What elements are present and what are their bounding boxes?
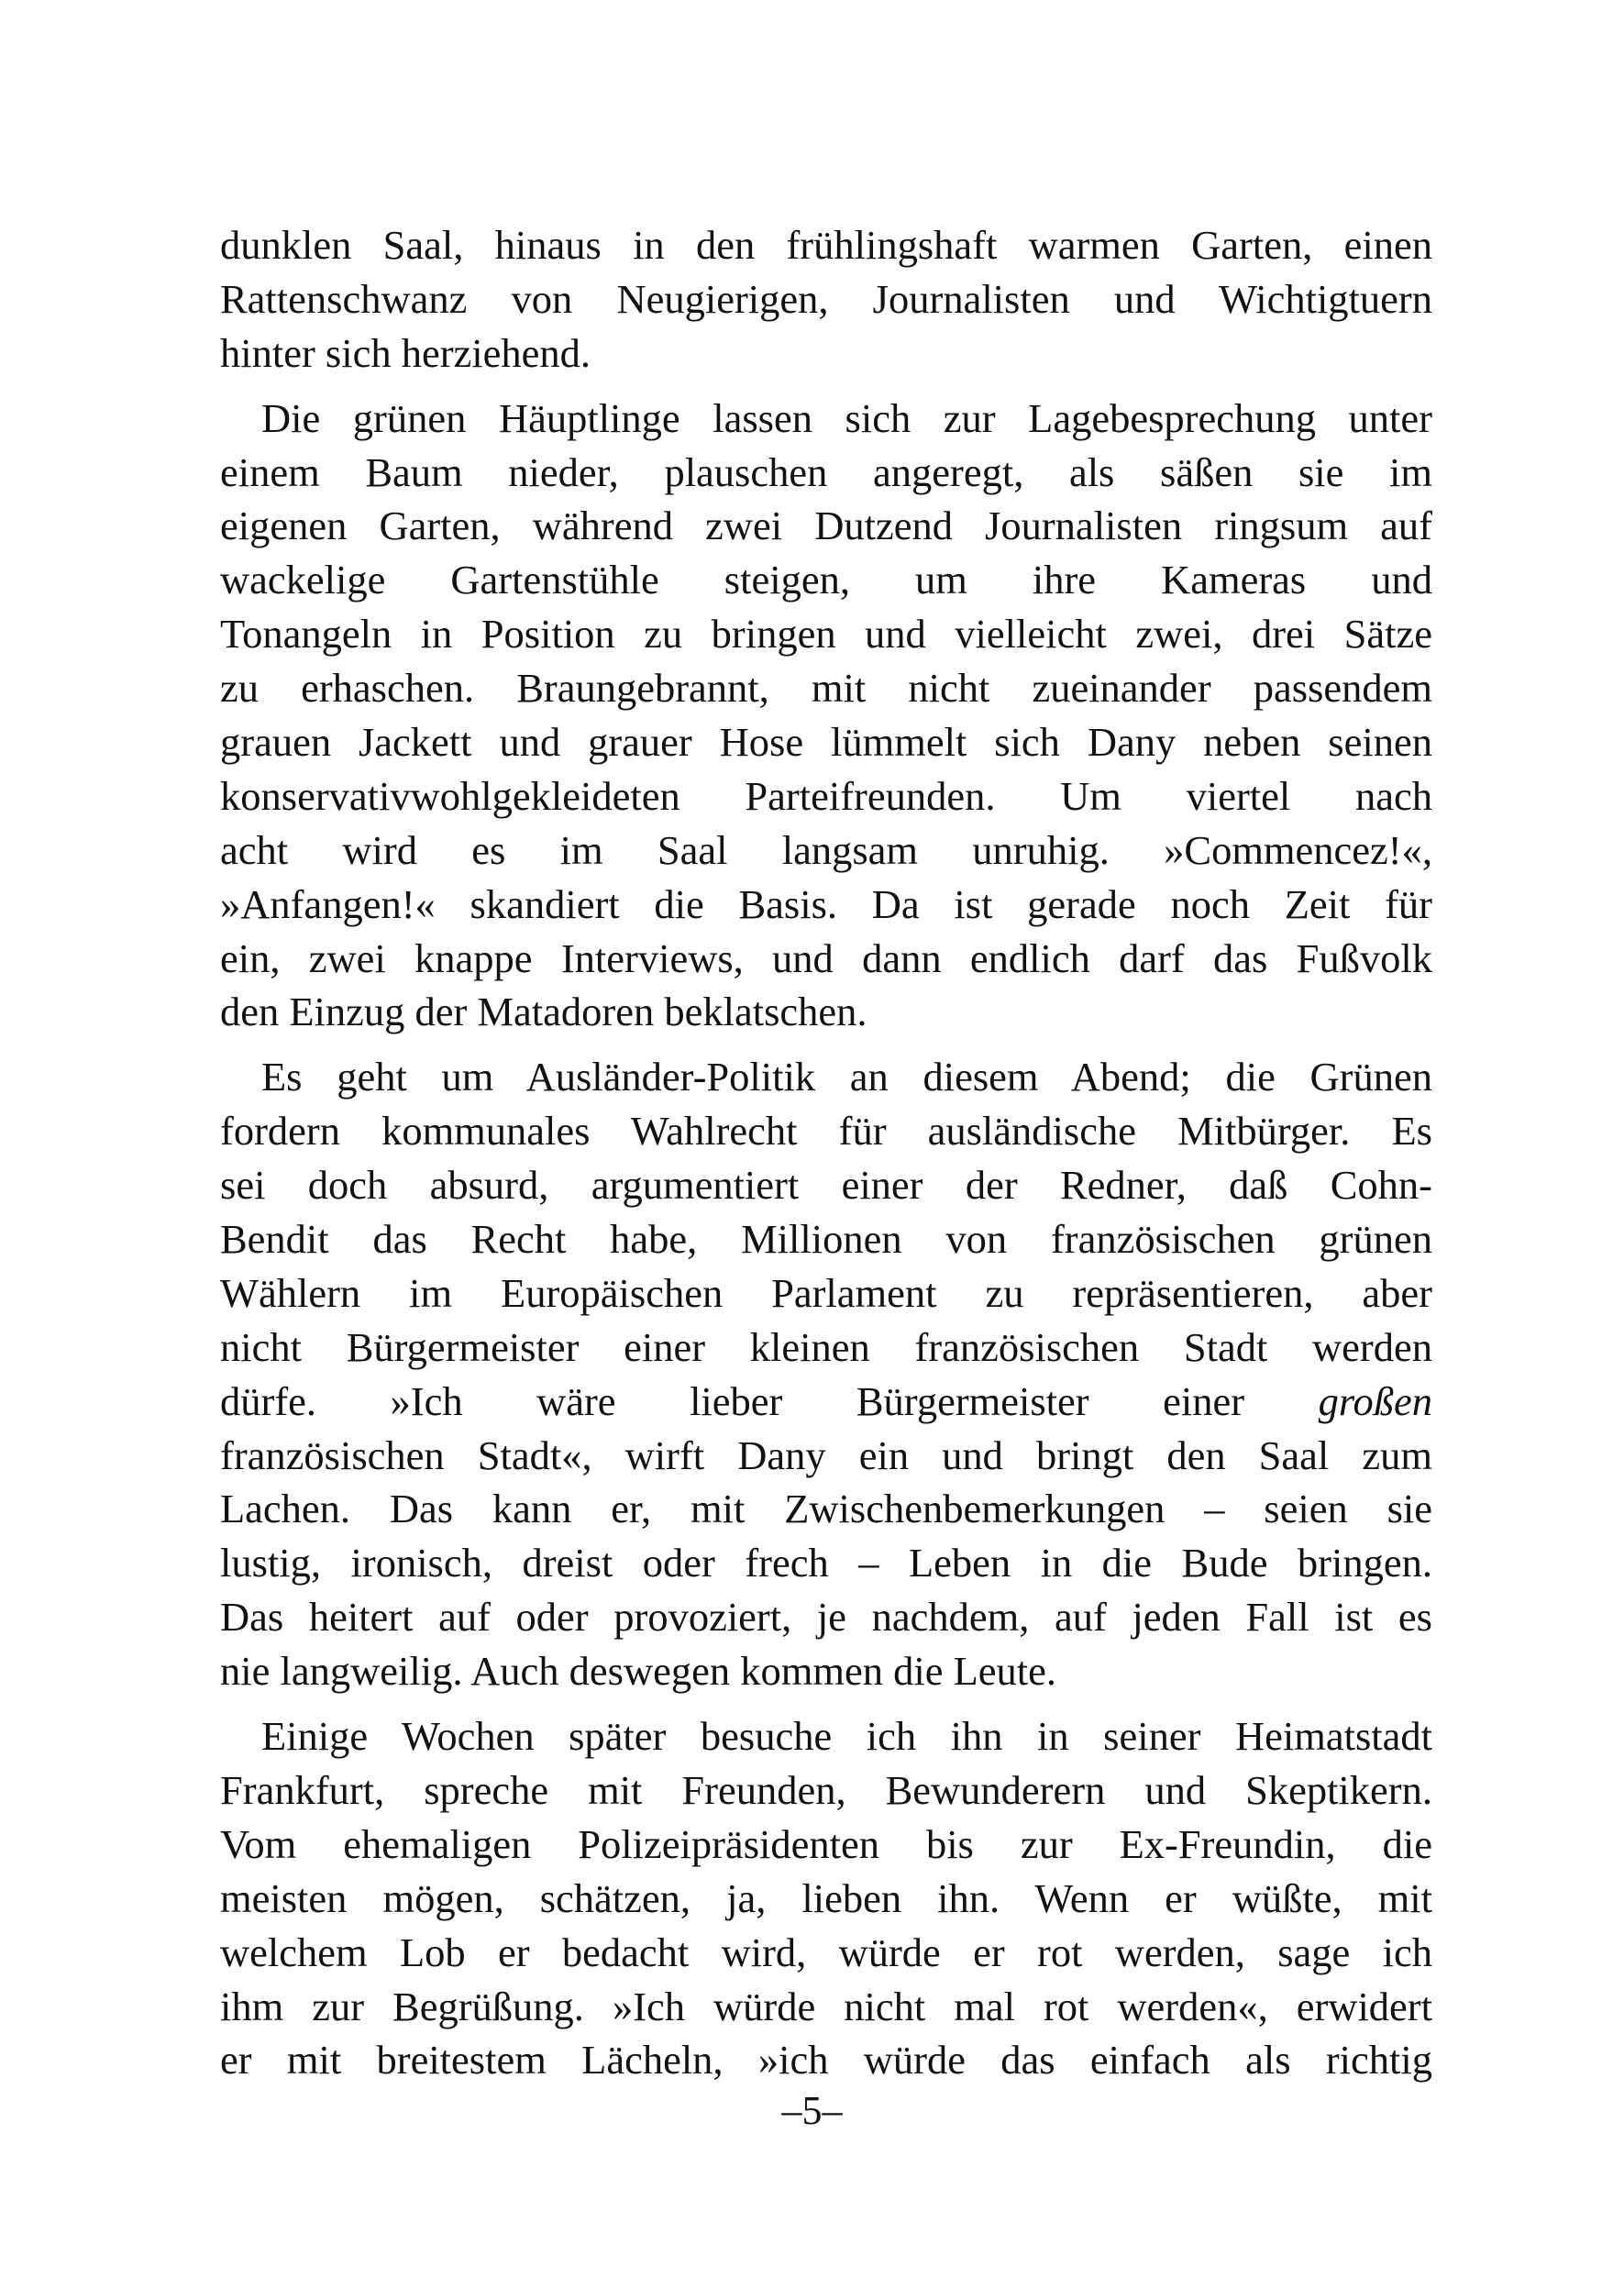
text-line: eigenen Garten, während zwei Dutzend Journalisten ringsum auf	[220, 503, 1432, 549]
text-line: meisten mögen, schätzen, ja, lieben ihn. Wenn er wüßte, mit	[220, 1874, 1432, 1921]
text-line: sei doch absurd, argumentiert einer der Redner, daß Cohn-	[220, 1162, 1432, 1209]
text-line: Einige Wochen später besuche ich ihn in seiner Heimatstadt	[261, 1713, 1432, 1760]
paragraph-2	[220, 392, 1432, 1040]
text-line: wackelige Gartenstühle steigen, um ihre Kameras und	[220, 557, 1432, 603]
body-text	[220, 218, 1432, 2087]
text-line: welchem Lob er bedacht wird, würde er rot werden, sage ich	[220, 1929, 1432, 1975]
text-line: nie langweilig. Auch deswegen kommen die Leute.	[220, 1648, 1056, 1695]
text-line: ihm zur Begrüßung. »Ich würde nicht mal rot werden«, erwidert	[220, 1983, 1432, 2029]
text-line: zu erhaschen. Braungebrannt, mit nicht zueinander passendem	[220, 665, 1432, 712]
text-line: ein, zwei knappe Interviews, und dann endlich darf das Fußvolk	[220, 934, 1432, 981]
paragraph-4	[220, 1709, 1432, 2087]
text-line: fordern kommunales Wahlrecht für ausländische Mitbürger. Es	[220, 1108, 1432, 1155]
text-line: französischen Stadt«, wirft Dany ein und bringt den Saal zum	[220, 1431, 1432, 1478]
text-line: grauen Jackett und grauer Hose lümmelt sich Dany neben seinen	[220, 719, 1432, 766]
text-line: Das heitert auf oder provoziert, je nachdem, auf jeden Fall ist es	[220, 1594, 1432, 1641]
text-line: Tonangeln in Position zu bringen und vielleicht zwei, drei Sätze	[220, 611, 1432, 658]
text-line: Wählern im Europäischen Parlament zu repräsentieren, aber	[220, 1269, 1432, 1316]
text-line: acht wird es im Saal langsam unruhig. »Commencez!«,	[220, 826, 1432, 873]
text-line: »Anfangen!« skandiert die Basis. Da ist gerade noch Zeit für	[220, 880, 1432, 927]
text-line: hinter sich herziehend.	[220, 329, 591, 376]
text-line: Lachen. Das kann er, mit Zwischenbemerkungen – seien sie	[220, 1486, 1432, 1532]
text-segment: dürfe. »Ich wäre lieber Bürgermeister einer	[220, 1377, 1245, 1424]
paragraph-3	[220, 1050, 1432, 1698]
text-line: den Einzug der Matadoren beklatschen.	[220, 989, 867, 1035]
text-line: Es geht um Ausländer-Politik an diesem Abend; die Grünen	[261, 1054, 1432, 1100]
text-line: Frankfurt, spreche mit Freunden, Bewunderern und Skeptikern.	[220, 1766, 1432, 1813]
text-line: er mit breitestem Lächeln, »ich würde das einfach als richtig	[220, 2037, 1432, 2084]
text-line-with-emphasis	[220, 1375, 1432, 1429]
text-line: Bendit das Recht habe, Millionen von französischen grünen	[220, 1216, 1432, 1263]
paragraph-1	[220, 218, 1432, 381]
text-line: dunklen Saal, hinaus in den frühlingshaft warmen Garten, einen	[220, 222, 1432, 268]
text-line: Rattenschwanz von Neugierigen, Journalisten und Wichtigtuern	[220, 275, 1432, 322]
text-line: Die grünen Häuptlinge lassen sich zur Lagebesprechung unter	[261, 394, 1432, 441]
text-line: Vom ehemaligen Polizeipräsidenten bis zur Ex-Freundin, die	[220, 1820, 1432, 1867]
text-line: konservativwohlgekleideten Parteifreunden. Um viertel nach	[220, 772, 1432, 819]
text-line: lustig, ironisch, dreist oder frech – Leben in die Bude bringen.	[220, 1540, 1432, 1586]
page-number: –5–	[781, 2088, 843, 2133]
text-line: einem Baum nieder, plauschen angeregt, als säßen sie im	[220, 448, 1432, 495]
text-line: nicht Bürgermeister einer kleinen französischen Stadt werden	[220, 1323, 1432, 1370]
italic-emphasis: großen	[1318, 1377, 1432, 1424]
